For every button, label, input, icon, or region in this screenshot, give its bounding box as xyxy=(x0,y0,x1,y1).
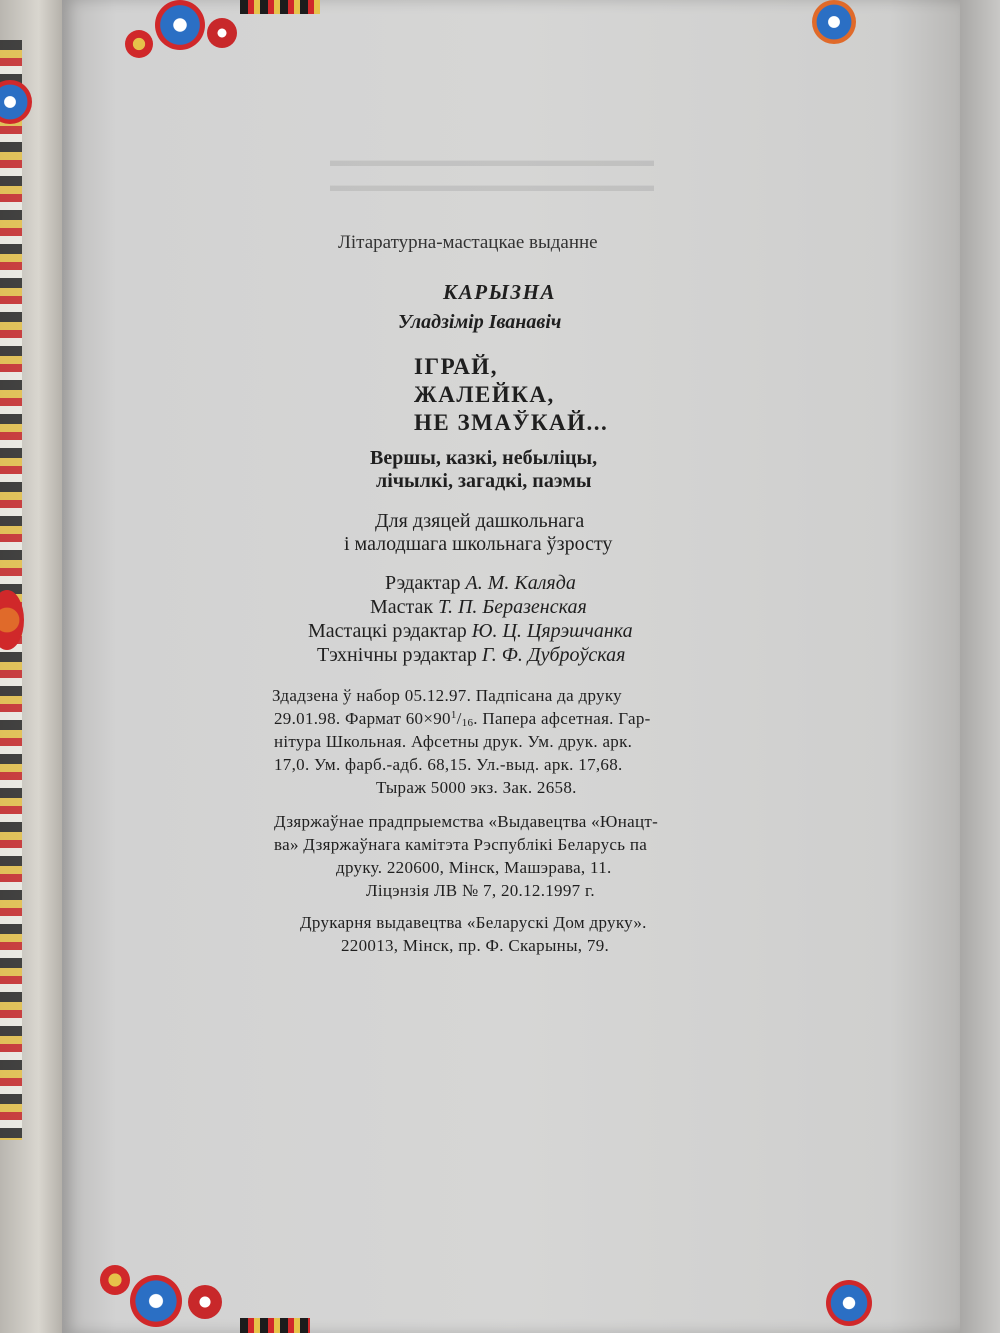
audience-line-1: Для дзяцей дашкольнага xyxy=(375,510,585,532)
credit-role: Тэхнічны рэдактар xyxy=(317,644,477,666)
audience-line-2: і малодшага школьнага ўзросту xyxy=(344,533,613,555)
book-title-line-2: ЖАЛЕЙКА, xyxy=(414,382,555,407)
credit-person: А. М. Каляда xyxy=(465,572,576,594)
credit-person: Ю. Ц. Цярэшчанка xyxy=(471,620,633,642)
author-surname: КАРЫЗНА xyxy=(443,280,556,304)
publisher-line-4: Ліцэнзія ЛВ № 7, 20.12.1997 г. xyxy=(366,881,595,900)
technical-line-3: нітура Школьная. Афсетны друк. Ум. друк. арк. xyxy=(274,732,633,751)
genre-line-1: Вершы, казкі, небыліцы, xyxy=(370,447,598,469)
credit-art-editor xyxy=(308,620,633,643)
credit-role: Мастак xyxy=(370,596,434,618)
facing-page-edge xyxy=(0,0,70,1333)
ornament-bottom-bar xyxy=(240,1318,310,1333)
right-page-edge xyxy=(960,0,1000,1333)
credit-person: Г. Ф. Дуброўская xyxy=(481,644,626,666)
credit-role: Рэдактар xyxy=(385,572,461,594)
printer-line-1: Друкарня выдавецтва «Беларускі Дом друку». xyxy=(300,913,647,932)
show-through-text: ▬▬▬▬▬▬▬▬▬▬▬▬▬▬▬▬▬▬ xyxy=(330,175,654,195)
technical-line-1: Здадзена ў набор 05.12.97. Падпісана да друку xyxy=(272,686,622,705)
paper-text: . Папера афсетная. Гар- xyxy=(473,709,651,728)
technical-line-5: Тыраж 5000 экз. Зак. 2658. xyxy=(376,778,577,797)
publisher-line-1: Дзяржаўнае прадпрыемства «Выдавецтва «Юнацт- xyxy=(274,812,659,831)
book-title-line-1: ІГРАЙ, xyxy=(414,354,498,379)
author-full-name: Уладзімір Іванавіч xyxy=(398,311,562,333)
publisher-line-2: ва» Дзяржаўнага камітэта Рэспублікі Беларусь па xyxy=(274,835,648,854)
ornament-left-flower xyxy=(0,70,40,150)
ornament-bottom-right xyxy=(820,1270,880,1333)
genre-line-2: лічылкі, загадкі, паэмы xyxy=(376,470,592,492)
technical-line-4: 17,0. Ум. фарб.-адб. 68,15. Ул.-выд. арк. 17,68. xyxy=(274,755,623,774)
printer-line-2: 220013, Мінск, пр. Ф. Скарыны, 79. xyxy=(341,936,610,955)
format-numerator: 1 xyxy=(450,709,457,721)
technical-line-2 xyxy=(274,709,651,729)
credit-editor xyxy=(385,572,576,595)
publisher-line-3: друку. 220600, Мінск, Машэрава, 11. xyxy=(336,858,612,877)
ornament-top-bar xyxy=(240,0,320,14)
book-title-line-3: НЕ ЗМАЎКАЙ... xyxy=(414,410,609,435)
format-denominator: 16 xyxy=(461,717,474,729)
credit-artist xyxy=(370,596,587,619)
ornament-left-flower-2 xyxy=(0,590,30,660)
credit-tech-editor xyxy=(317,644,625,667)
imprint-type: Літаратурна-мастацкае выданне xyxy=(338,232,598,253)
format-slash: / xyxy=(456,709,462,728)
ornament-top-left xyxy=(125,0,245,70)
credit-role: Мастацкі рэдактар xyxy=(308,620,467,642)
format-text: 29.01.98. Фармат 60×90 xyxy=(274,709,451,728)
show-through-text: ▬▬▬▬▬▬▬▬▬▬▬▬▬▬▬▬▬▬ xyxy=(330,150,654,170)
ornament-bottom-left xyxy=(100,1255,240,1333)
credit-person: Т. П. Беразенская xyxy=(438,596,587,618)
ornament-top-right xyxy=(812,0,862,55)
